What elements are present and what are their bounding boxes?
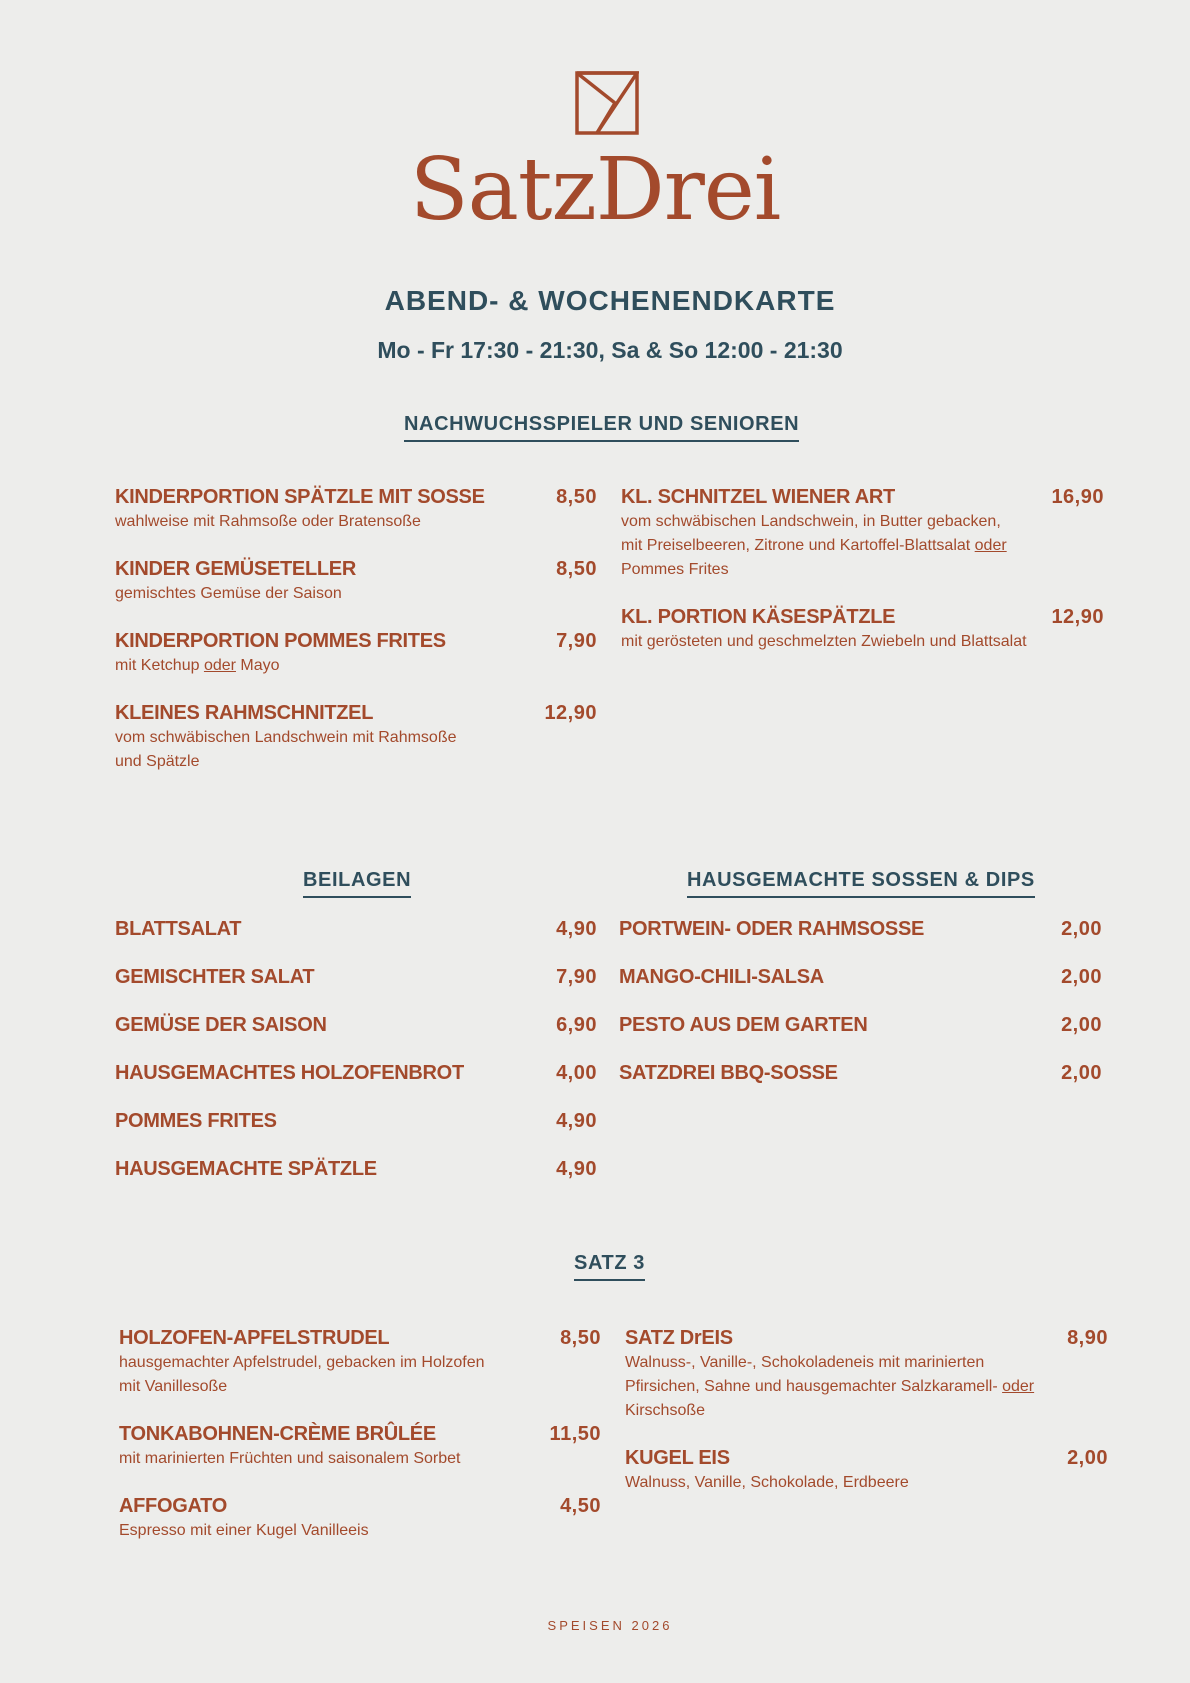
item-description: mit marinierten Früchten und saisonalem Sorbet <box>119 1450 461 1467</box>
item-price: 7,90 <box>556 966 597 988</box>
item-name: PORTWEIN- ODER RAHMSOSSE <box>619 918 925 940</box>
item-description: vom schwäbischen Landschwein mit Rahmsoße und Spätzle <box>115 729 457 770</box>
item-price: 4,90 <box>556 1110 597 1132</box>
item-name: POMMES FRITES <box>115 1110 277 1132</box>
item-name: TONKABOHNEN-CRÈME BRÛLÉE <box>119 1423 436 1445</box>
item-price: 8,90 <box>1067 1327 1108 1349</box>
item-name: KLEINES RAHMSCHNITZEL <box>115 702 374 724</box>
item-name: AFFOGATO <box>119 1495 227 1517</box>
item-name: HAUSGEMACHTE SPÄTZLE <box>115 1158 377 1180</box>
logo-icon <box>575 71 639 135</box>
opening-hours: Mo - Fr 17:30 - 21:30, Sa & So 12:00 - 21:30 <box>377 337 843 363</box>
item-name: HAUSGEMACHTES HOLZOFENBROT <box>115 1062 464 1084</box>
section-heading-dessert: SATZ 3 <box>574 1252 645 1281</box>
footer-label: SPEISEN 2026 <box>547 1618 673 1633</box>
menu-item <box>115 557 597 606</box>
menu-item <box>115 1061 597 1085</box>
menu-item <box>115 701 597 774</box>
item-description: vom schwäbischen Landschwein, in Butter gebacken, mit Preiselbeeren, Zitrone und Kartoffel-Blattsalat oder Pommes Frites <box>621 513 1007 578</box>
menu-item <box>621 605 1104 654</box>
item-description: gemischtes Gemüse der Saison <box>115 585 342 602</box>
item-description: Espresso mit einer Kugel Vanilleeis <box>119 1522 369 1539</box>
item-name: GEMISCHTER SALAT <box>115 966 315 988</box>
item-price: 6,90 <box>556 1014 597 1036</box>
item-price: 12,90 <box>1051 606 1104 628</box>
item-price: 4,50 <box>560 1495 601 1517</box>
item-price: 12,90 <box>544 702 597 724</box>
menu-item <box>625 1446 1108 1495</box>
item-name: KINDERPORTION SPÄTZLE MIT SOSSE <box>115 486 485 508</box>
brand-wordmark: SatzDrei <box>409 140 781 240</box>
item-name: KINDERPORTION POMMES FRITES <box>115 630 446 652</box>
menu-item <box>115 1109 597 1133</box>
menu-title: ABEND- & WOCHENENDKARTE <box>384 285 836 316</box>
item-price: 2,00 <box>1061 1014 1102 1036</box>
item-price: 8,50 <box>560 1327 601 1349</box>
item-name: HOLZOFEN-APFELSTRUDEL <box>119 1327 390 1349</box>
menu-item <box>115 917 597 941</box>
item-price: 11,50 <box>549 1423 601 1445</box>
menu-item <box>115 485 597 534</box>
menu-item <box>621 485 1104 582</box>
item-price: 2,00 <box>1061 1062 1102 1084</box>
item-description: hausgemachter Apfelstrudel, gebacken im Holzofen mit Vanillesoße <box>119 1354 485 1395</box>
menu-item <box>115 1157 597 1181</box>
menu-item <box>119 1422 601 1471</box>
menu-item <box>115 1013 597 1037</box>
section-heading-kids: NACHWUCHSSPIELER UND SENIOREN <box>404 413 799 442</box>
item-name: KL. PORTION KÄSESPÄTZLE <box>621 606 896 628</box>
item-price: 8,50 <box>556 486 597 508</box>
item-price: 4,90 <box>556 1158 597 1180</box>
item-description: mit Ketchup oder Mayo <box>115 657 280 674</box>
item-price: 2,00 <box>1061 966 1102 988</box>
item-name: BLATTSALAT <box>115 918 242 940</box>
item-name: MANGO-CHILI-SALSA <box>619 966 824 988</box>
menu-item <box>619 965 1102 989</box>
item-description: wahlweise mit Rahmsoße oder Bratensoße <box>115 513 421 530</box>
item-price: 8,50 <box>556 558 597 580</box>
item-description: Walnuss, Vanille, Schokolade, Erdbeere <box>625 1474 909 1491</box>
item-name: KINDER GEMÜSETELLER <box>115 558 356 580</box>
item-name: GEMÜSE DER SAISON <box>115 1014 327 1036</box>
item-price: 2,00 <box>1061 918 1102 940</box>
menu-item <box>619 1061 1102 1085</box>
section-heading-sides: BEILAGEN <box>303 869 411 898</box>
item-description: Walnuss-, Vanille-, Schokoladeneis mit marinierten Pfirsichen, Sahne und hausgemachter Salzkaramell- oder Kirschsoße <box>625 1354 1035 1419</box>
item-name: SATZ DrEIS <box>625 1327 733 1349</box>
menu-item <box>625 1326 1108 1423</box>
item-price: 7,90 <box>556 630 597 652</box>
item-price: 4,00 <box>556 1062 597 1084</box>
item-name: KL. SCHNITZEL WIENER ART <box>621 486 895 508</box>
item-price: 16,90 <box>1051 486 1104 508</box>
menu-item <box>115 965 597 989</box>
menu-item <box>119 1326 601 1399</box>
item-name: KUGEL EIS <box>625 1447 730 1469</box>
item-name: SATZDREI BBQ-SOSSE <box>619 1062 838 1084</box>
item-price: 2,00 <box>1067 1447 1108 1469</box>
menu-item <box>115 629 597 678</box>
section-heading-sauces: HAUSGEMACHTE SOSSEN & DIPS <box>687 869 1035 898</box>
item-description: mit gerösteten und geschmelzten Zwiebeln und Blattsalat <box>621 633 1027 650</box>
item-name: PESTO AUS DEM GARTEN <box>619 1014 868 1036</box>
menu-item <box>619 1013 1102 1037</box>
menu-item <box>619 917 1102 941</box>
menu-item <box>119 1494 601 1543</box>
item-price: 4,90 <box>556 918 597 940</box>
